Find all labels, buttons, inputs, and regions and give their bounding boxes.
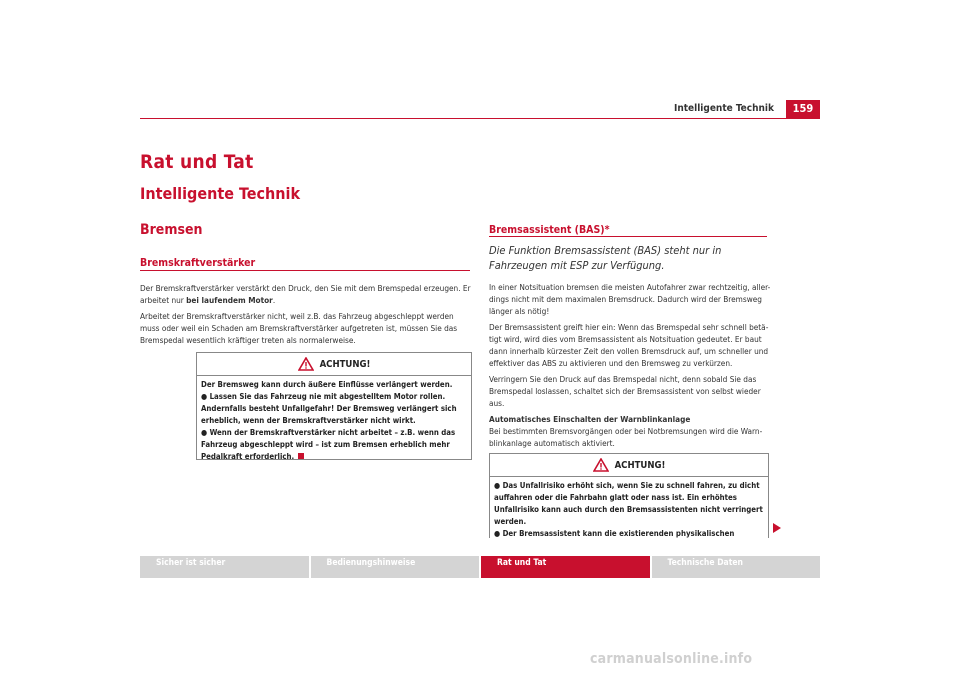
warning-bullet-left-2 [201,427,467,463]
section-end-icon [298,453,304,459]
warning-triangle-icon [593,458,609,472]
warning-bullet-right-2-text: Der Bremsassistent kann die existierenden physikalischen [502,529,735,538]
left-body [140,282,472,350]
warning-body-right [490,477,768,538]
right-body [489,281,771,453]
footer-tab-technische-daten[interactable]: Technische Daten [652,556,821,578]
warning-label-left: ACHTUNG! [319,358,371,370]
left-paragraph-2: Arbeitet der Bremskraftverstärker nicht, weil z.B. das Fahrzeug abgeschleppt werden muss oder weil ein Schaden am Bremskraftverstärker aufgetreten ist, müssen Sie das Bremspedal wesentlich kräftiger treten als normalerweise. [140,311,458,345]
watermark: carmanualsonline.info [590,651,753,667]
left-paragraph-1-end: . [272,295,276,305]
warning-intro-left: Der Bremsweg kann durch äußere Einflüsse verlängert werden. [201,380,453,389]
bullet-icon: ● [201,392,208,401]
lead-paragraph: Die Funktion Bremsassistent (BAS) steht nur in Fahrzeugen mit ESP zur Verfügung. [489,244,722,272]
warning-bullet-right-1 [494,480,764,528]
warning-box-left [196,352,472,460]
right-paragraph-1: In einer Notsituation bremsen die meisten Autofahrer zwar rechtzeitig, aller-dings nicht mit dem maximalen Bremsdruck. Dadurch wird der Bremsweg länger als nötig! [489,282,771,316]
topic-heading-right: Bremsassistent (BAS)* [489,224,610,236]
topic-rule-right [489,236,767,237]
warning-header-right [490,454,768,477]
warning-label-right: ACHTUNG! [614,459,666,471]
left-paragraph-1-text: Der Bremskraftverstärker verstärkt den Druck, den Sie mit dem Bremspedal erzeugen. Er arbeitet nur [140,283,471,305]
section-title: Intelligente Technik [140,184,301,203]
arrow-right-icon[interactable] [772,522,782,534]
warning-box-right [489,453,769,538]
right-subheading-text: Automatisches Einschalten der Warnblinkanlage [489,414,691,424]
warning-bullet-left-2-text: Wenn der Bremskraftverstärker nicht arbeitet – z.B. wenn das Fahrzeug abgeschleppt wird – ist zum Bremsen erheblich mehr Pedalkraft erforderlich. [201,428,456,461]
subsection-title: Bremsen [140,222,203,238]
footer-tab-rat-und-tat[interactable]: Rat und Tat [481,556,650,578]
right-paragraph-4: Bei bestimmten Bremsvorgängen oder bei Notbremsungen wird die Warn-blinkanlage automatisch aktiviert. [489,426,763,448]
footer-tab-sicher-ist-sicher[interactable]: Sicher ist sicher [140,556,309,578]
topic-heading-left: Bremskraftverstärker [140,257,256,269]
footer-nav [140,556,820,578]
right-paragraph-3: Verringern Sie den Druck auf das Bremspedal nicht, denn sobald Sie das Bremspedal loslassen, schaltet sich der Bremsassistent von selbst wieder aus. [489,374,761,408]
bullet-icon: ● [494,529,501,538]
page-number: 159 [786,100,820,118]
chapter-title: Rat und Tat [140,151,254,173]
warning-triangle-icon [298,357,314,371]
warning-bullet-right-1-text: Das Unfallrisiko erhöht sich, wenn Sie zu schnell fahren, zu dicht auffahren oder die Fahrbahn glatt oder nass ist. Ein erhöhtes Unfallrisiko kann auch durch den Bremsassistenten nicht verringert werden. [494,481,763,526]
footer-tab-bedienungshinweise[interactable]: Bedienungshinweise [311,556,480,578]
warning-bullet-right-2 [494,528,764,538]
bullet-icon: ● [201,428,208,437]
right-paragraph-2: Der Bremsassistent greift hier ein: Wenn das Bremspedal sehr schnell betä-tigt wird, wird dies vom Bremsassistent als Notsituation gedeutet. Er baut dann innerhalb kürzester Zeit den vollen Bremsdruck auf, um schneller und effektiver das ABS zu aktivieren und den Bremsweg zu verkürzen. [489,322,769,368]
topic-rule-left [140,270,470,271]
warning-bullet-left-1 [201,391,467,427]
header-rule [140,118,820,119]
left-paragraph-1-emphasis: bei laufendem Motor [186,295,273,305]
running-header: Intelligente Technik [673,103,774,114]
warning-body-left [197,376,471,467]
warning-bullet-left-1-text: Lassen Sie das Fahrzeug nie mit abgestelltem Motor rollen. Andernfalls besteht Unfallgefahr! Der Bremsweg verlängert sich erheblich, wenn der Bremskraftverstärker nicht wirkt. [201,392,457,425]
right-subheading [489,413,771,425]
left-paragraph-1 [140,282,472,306]
warning-header-left [197,353,471,376]
bullet-icon: ● [494,481,501,490]
